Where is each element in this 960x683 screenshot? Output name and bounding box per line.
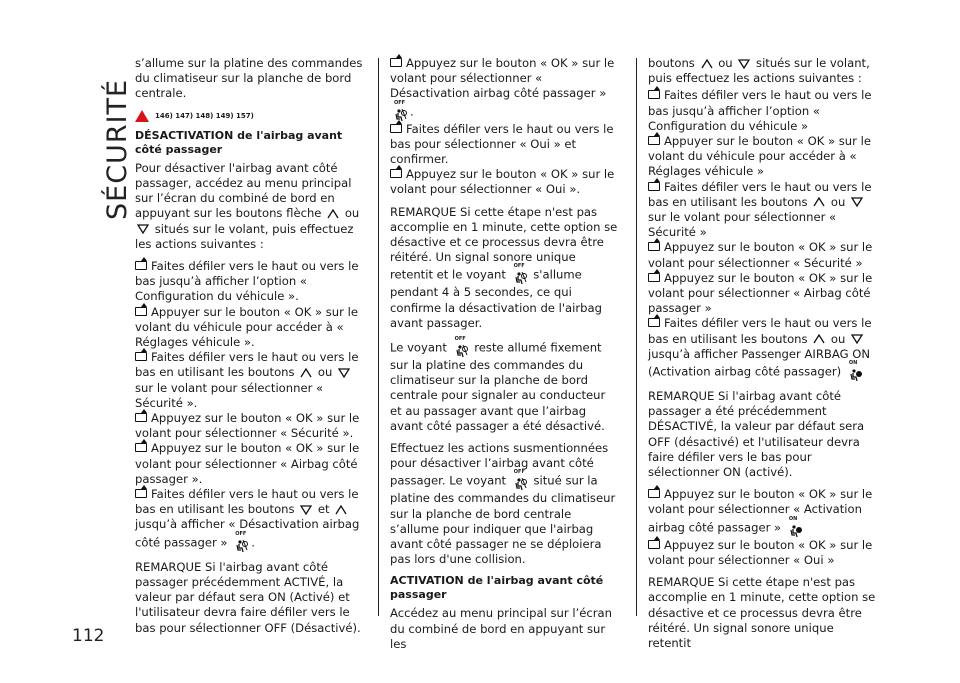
paragraph: boutons ou situés sur le volant, puis effectuez les actions suivantes : — [648, 56, 870, 86]
airbag-off-icon: OFF — [512, 265, 528, 285]
paragraph: Pour désactiver l'airbag avant côté passager, accédez au menu principal sur l’écran du combiné de bord en appuyant sur les boutons flèche ou situés sur le volant, puis effectuez les actions suivantes : — [135, 160, 360, 251]
down-arrow-button-icon — [300, 505, 312, 515]
airbag-off-icon: OFF — [453, 338, 469, 358]
paragraph: Effectuez les actions susmentionnées pour désactiver l’airbag avant côté passager. Le voyant OFF situé sur la platine des commandes du climatiseur sur la planche de bord centrale s’allume pour indiquer que l'airbag avant côté passager ne se déploiera pas lors d'une collision. — [390, 441, 616, 567]
step-item: Appuyez sur le bouton « OK » sur le volant pour sélectionner « Oui ». — [390, 167, 615, 197]
remark: REMARQUE Si l'airbag avant côté passager a été précédemment DÉSACTIVÉ, la valeur par défaut sera OFF (désactivé) et l'utilisateur devra faire défiler vers le bas pour sélectionner ON (activé). — [648, 389, 865, 480]
step-item: Faites défiler vers le haut ou vers le bas jusqu’à afficher l’option « Configuration du véhicule » — [648, 88, 872, 133]
step-arrow-icon — [648, 136, 660, 145]
remark: REMARQUE Si l'airbag avant côté passager précédemment ACTIVÉ, la valeur par défaut sera ON (Activé) et l'utilisateur devra faire défiler vers le bas pour sélectionner OFF (Désactivé). — [135, 559, 361, 635]
step-arrow-icon — [135, 413, 147, 422]
step-item: Faites défiler vers le haut ou vers le bas en utilisant les boutons et jusqu’à afficher « Désactivation airbag côté passager » OFF . — [135, 487, 365, 553]
step-item: Faites défiler vers le haut ou vers le bas en utilisant les boutons ou sur le volant pour sélectionner « Sécurité » — [648, 179, 872, 240]
remark: REMARQUE Si cette étape n'est pas accomplie en 1 minute, cette option se désactive et ce processus devra être réitéré. Un signal sonore unique retentit et le voyant OFF s'allume pendant 4 à 5 secondes, ce qui confirme la désactivation de l'airbag avant passager. — [390, 204, 618, 330]
column-divider — [378, 58, 379, 616]
up-arrow-button-icon — [701, 59, 713, 69]
column-3 — [648, 56, 878, 658]
down-arrow-button-icon — [338, 368, 350, 378]
step-item: Appuyez sur le bouton « OK » sur le volant pour sélectionner « Sécurité » — [648, 240, 873, 270]
up-arrow-button-icon — [327, 209, 339, 219]
step-arrow-icon — [648, 540, 660, 549]
step-item: Appuyez sur le bouton « OK » sur le volant pour sélectionner « Désactivation airbag côté passager » OFF . — [390, 56, 620, 122]
step-arrow-icon — [648, 242, 660, 251]
step-item: Appuyez sur le bouton « OK » sur le volant pour sélectionner « Activation airbag côté passager » ON — [648, 487, 878, 537]
paragraph: Accédez au menu principal sur l’écran du combiné de bord en appuyant sur les — [390, 606, 612, 651]
up-arrow-button-icon — [335, 505, 347, 515]
step-arrow-icon — [135, 307, 147, 316]
step-arrow-icon — [390, 124, 402, 133]
step-arrow-icon — [135, 443, 147, 452]
up-arrow-button-icon — [813, 334, 825, 344]
airbag-off-icon: OFF — [512, 471, 528, 491]
warning-icon — [135, 110, 149, 122]
step-item: Faites défiler vers le haut ou vers le bas jusqu’à afficher l’option « Configuration du véhicule ». — [135, 259, 359, 304]
step-arrow-icon — [648, 182, 660, 191]
down-arrow-button-icon — [851, 334, 863, 344]
airbag-off-icon: OFF — [392, 102, 408, 122]
down-arrow-button-icon — [137, 224, 149, 234]
step-item: Faites défiler vers le haut ou vers le bas en utilisant les boutons ou jusqu’à afficher Passenger AIRBAG ON (Activation airbag côté passager) ON — [648, 316, 878, 382]
step-arrow-icon — [648, 489, 660, 498]
page-number: 112 — [72, 626, 105, 646]
column-2 — [390, 56, 620, 659]
down-arrow-button-icon — [738, 59, 750, 69]
step-arrow-icon — [648, 90, 660, 99]
step-item: Appuyez sur le bouton « OK » sur le volant pour sélectionner « Sécurité ». — [135, 411, 360, 441]
airbag-off-icon: OFF — [233, 533, 249, 553]
step-item: Appuyez sur le bouton « OK » sur le volant pour sélectionner « Oui » — [648, 537, 873, 567]
section-title: SÉCURITÉ — [102, 78, 133, 220]
step-item: Appuyez sur le bouton « OK » sur le volant pour sélectionner « Airbag côté passager » — [648, 270, 873, 316]
step-item: Faites défiler vers le haut ou vers le bas pour sélectionner « Oui » et confirmer. — [390, 121, 614, 167]
up-arrow-button-icon — [300, 368, 312, 378]
step-item: Appuyez sur le bouton « OK » sur le volant pour sélectionner « Airbag côté passager ». — [135, 441, 360, 486]
airbag-on-icon: ON — [847, 362, 863, 382]
warning-references: 146) 147) 148) 149) 157) — [135, 109, 365, 124]
step-arrow-icon — [135, 352, 147, 361]
step-arrow-icon — [648, 318, 660, 327]
step-item: Appuyer sur le bouton « OK » sur le volant du véhicule pour accéder à « Réglages véhicule » — [648, 134, 871, 179]
step-item: Faites défiler vers le haut ou vers le bas en utilisant les boutons ou sur le volant pour sélectionner « Sécurité ». — [135, 350, 359, 410]
step-arrow-icon — [390, 58, 402, 67]
remark: REMARQUE Si cette étape n'est pas accomplie en 1 minute, cette option se désactive et ce processus devra être réitéré. Un signal sonore unique retentit — [648, 575, 876, 650]
up-arrow-button-icon — [813, 197, 825, 207]
step-arrow-icon — [135, 261, 147, 270]
step-item: Appuyer sur le bouton « OK » sur le volant du véhicule pour accéder à « Réglages véhicule ». — [135, 304, 358, 350]
paragraph: s’allume sur la platine des commandes du climatiseur sur la planche de bord centrale. — [135, 56, 363, 101]
column-divider — [636, 58, 637, 616]
step-arrow-icon — [390, 169, 402, 178]
paragraph: Le voyant OFF reste allumé fixement sur la platine des commandes du climatiseur sur la planche de bord centrale pour signaler au conducteur et au passager avant que l’airbag avant côté passager a été désactivé. — [390, 336, 606, 433]
column-1 — [135, 56, 365, 643]
down-arrow-button-icon — [851, 197, 863, 207]
step-arrow-icon — [135, 489, 147, 498]
airbag-on-icon: ON — [787, 518, 803, 538]
section-heading: ACTIVATION de l'airbag avant côté passager — [390, 574, 604, 602]
step-arrow-icon — [648, 273, 660, 282]
section-heading: DÉSACTIVATION de l'airbag avant côté passager — [135, 128, 343, 156]
